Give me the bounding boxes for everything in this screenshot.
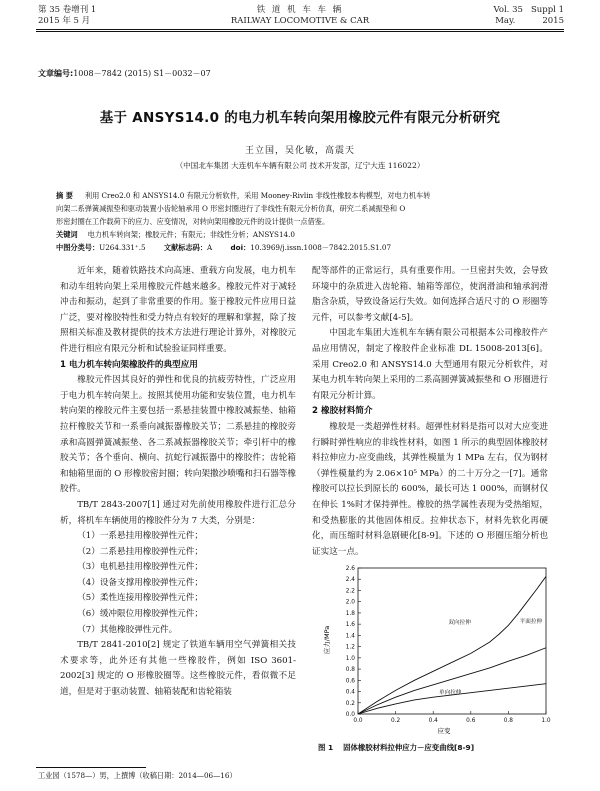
abstract-line: 形密封圈在工作载荷下的应力、应变情况，对转向架用橡胶元件的设计提供一点借鉴。: [56, 217, 330, 226]
paragraph: 中国北车集团大连机车车辆有限公司根据本公司橡胶件产品应用情况，制定了橡胶件企业标准 DL 15008-2013[6]。采用 Creo2.0 和 ANSYS14.0 大型通用有限元分析软件，对某电力机车转向架上采用的二系高圆弹簧减振垫和 O 形圈进行有限元分析计算。: [312, 328, 548, 401]
x-tick-label: 1.0: [541, 718, 551, 724]
paragraph: 配等部件的正常运行，具有重要作用。一旦密封失效，会导致环境中的杂质进入齿轮箱、轴箱等部位，使润滑油和轴承润滑脂含杂质，导致设备运行失效。如何选择合适尺寸的 O 形圈等元件，可以参考文献[4-5]。: [312, 266, 548, 323]
clc-value: U264.331⁺.5: [99, 243, 146, 252]
abstract: [56, 189, 556, 254]
section-heading-1: 1 电力机车转向架橡胶件的典型应用: [60, 359, 198, 370]
header-journal-en: RAILWAY LOCOMOTIVE & CAR: [230, 16, 370, 26]
stress-strain-chart: [314, 562, 554, 736]
doc-code-value: A: [207, 243, 213, 252]
paragraph: 近年来，随着铁路技术向高速、重载方向发展，电力机车和动车组转向架上采用橡胶元件越来越多。橡胶元件对于减轻冲击和振动，起到了非常重要的作用。鉴于橡胶元件应用日益广泛，要对橡胶特性和受力特点有较好的理解和掌握，除了按照相关标准及教材提供的技术方法进行理论计算外，对橡胶元件进行相应有限元分析和试验验证同样重要。: [60, 266, 296, 354]
section-heading-2: 2 橡胶材料简介: [312, 406, 373, 417]
doi-label: doi：: [230, 243, 251, 252]
article-number: [38, 68, 211, 79]
series-line: [358, 684, 546, 714]
paragraph: 橡胶是一类超弹性材料。超弹性材料是指可以对大应变进行瞬时弹性响应的非线性材料，如图 1 所示的典型固体橡胶材料拉伸应力-应变曲线，其弹性模量为 1 MPa 左右，仅为钢材（弹性模量约为 2.06×10⁵ MPa）的二十万分之一[7]。通常橡胶可以拉长到原长的 600%，最长可达 1 000%，而钢材仅在伸长 1%时才保持弹性。橡胶的热学属性表现为受热缩短，和受热膨胀的其他固体相反。拉伸状态下，材料先软化再硬化，而压缩时材料急剧硬化[8-9]。下述的 O 形圈压缩分析也证实这一点。: [312, 421, 548, 557]
x-tick-label: 0.2: [390, 718, 401, 724]
list-item: （3）电机悬挂用橡胶弹性元件；: [77, 562, 203, 573]
category-list: [60, 529, 296, 638]
footnote: 工业园（1578—）男，上撰博（收稿日期：2014—06—16）: [38, 771, 237, 780]
keywords-label: 关键词: [56, 230, 78, 239]
y-tick-label: 0.0: [345, 712, 355, 718]
figure-caption-text: 固体橡胶材料拉伸应力－应变曲线[8-9]: [343, 743, 475, 752]
paragraph: TB/T 2843-2007[1] 通过对先前使用橡胶件进行汇总分析，将机车车辆使用的橡胶件分为 7 大类，分别是：: [60, 499, 296, 526]
y-tick-label: 2.2: [345, 588, 355, 595]
series-label: 双向拉伸: [448, 620, 471, 627]
header-journal-cn: 铁 道 机 车 车 辆: [256, 5, 344, 15]
y-tick-label: 2.6: [345, 566, 355, 572]
article-number-value: 1008－7842 (2015) S1－0032－07: [73, 69, 211, 78]
y-tick-label: 1.0: [345, 655, 355, 662]
list-item: （6）缓冲限位用橡胶弹性元件；: [77, 609, 203, 620]
y-tick-label: 0.4: [345, 689, 355, 696]
abstract-label: 摘 要: [56, 191, 73, 200]
y-tick-label: 1.6: [345, 622, 355, 629]
figure-caption: [318, 742, 558, 753]
header-volume: 第 35 卷增刊 1: [38, 5, 97, 15]
abstract-line: 向架二系弹簧减振垫和驱动装置小齿轮轴承用 O 形密封圈进行了非线性有限元分析仿真，研究二系减振垫和 O: [56, 204, 406, 213]
x-axis-label: 应变: [437, 727, 451, 735]
y-tick-label: 1.4: [345, 633, 355, 640]
x-tick-label: 0.6: [466, 718, 476, 724]
x-tick-label: 0.0: [353, 718, 363, 724]
y-tick-label: 2.0: [345, 599, 355, 606]
paper-title: 基于 ANSYS14.0 的电力机车转向架用橡胶元件有限元分析研究: [99, 110, 501, 126]
list-item: （5）柔性连接用橡胶弹性元件；: [77, 593, 203, 604]
header-rule-2: [36, 31, 564, 32]
list-item: （4）设备支撑用橡胶弹性元件；: [77, 577, 203, 588]
y-tick-label: 0.8: [345, 667, 355, 674]
figure-caption-label: 图 1: [318, 743, 334, 752]
y-axis-label: 应力/MPa: [323, 625, 331, 655]
doi-value: 10.3969/j.issn.1008－7842.2015.S1.07: [250, 243, 392, 252]
left-column: [60, 264, 296, 701]
y-tick-label: 0.6: [345, 678, 355, 685]
header-date-en: May. 2015: [495, 16, 564, 26]
chart-series: [358, 576, 546, 714]
list-item: （7）其他橡胶弹性元件。: [77, 624, 178, 635]
list-item: （2）二系悬挂用橡胶弹性元件；: [77, 546, 203, 557]
y-tick-label: 2.4: [345, 577, 355, 584]
header-date: 2015 年 5 月: [38, 16, 91, 26]
list-item: （1）一系悬挂用橡胶弹性元件；: [77, 531, 203, 542]
authors: 王立国，吴化敏，高震天: [244, 146, 355, 156]
header-rule: [36, 29, 564, 30]
header-volume-en: Vol. 35 Suppl 1: [493, 5, 564, 15]
abstract-line: 利用 Creo2.0 和 ANSYS14.0 有限元分析软件，采用 Mooney-Rivlin 非线性橡胶本构模型，对电力机车转: [84, 191, 431, 200]
right-column: [312, 264, 548, 560]
chart-ticks: [346, 566, 551, 724]
x-tick-label: 0.8: [503, 718, 514, 724]
clc-label: 中图分类号：: [56, 243, 100, 252]
keywords: 电力机车转向架；橡胶元件；有限元；非线性分析；ANSYS14.0: [87, 230, 295, 239]
y-tick-label: 1.8: [345, 610, 355, 617]
doc-code-label: 文献标志码：: [163, 243, 208, 252]
y-tick-label: 1.2: [345, 644, 355, 651]
series-line: [358, 648, 546, 714]
footnote-rule: [36, 767, 146, 768]
paragraph: TB/T 2841-2010[2] 规定了铁道车辆用空气弹簧相关技术要求等，此外还有其他一些橡胶件，例如 ISO 3601-2002[3] 规定的 O 形橡胶圈等。这些橡胶元件，看似微不足道，但是对于驱动装置、轴箱装配和齿轮箱装: [60, 640, 296, 698]
x-tick-label: 0.4: [428, 718, 438, 724]
paragraph: 橡胶元件因其良好的弹性和优良的抗疲劳特性，广泛应用于电力机车转向架上。按照其使用功能和安装位置，电力机车转向架的橡胶元件主要包括一系悬挂装置中橡胶减振垫、轴箱拉杆橡胶关节和一系垂向减振器橡胶关节；二系悬挂的橡胶旁承和高圆弹簧减振垫、各二系减振器橡胶关节；牵引杆中的橡胶关节；各个垂向、横向、抗蛇行减振器中的橡胶件；齿轮箱和轴箱里面的 O 形橡胶密封圈；转向架撒沙喷嘴和扫石器等橡胶件。: [60, 375, 296, 495]
series-label: 单向拉伸: [439, 689, 462, 696]
y-tick-label: 0.2: [345, 700, 355, 707]
series-label: 平面拉伸: [519, 619, 543, 626]
article-number-label: 文章编号:: [38, 69, 74, 78]
affiliation: （中国北车集团 大连机车车辆有限公司 技术开发部，辽宁大连 116022）: [175, 161, 425, 170]
